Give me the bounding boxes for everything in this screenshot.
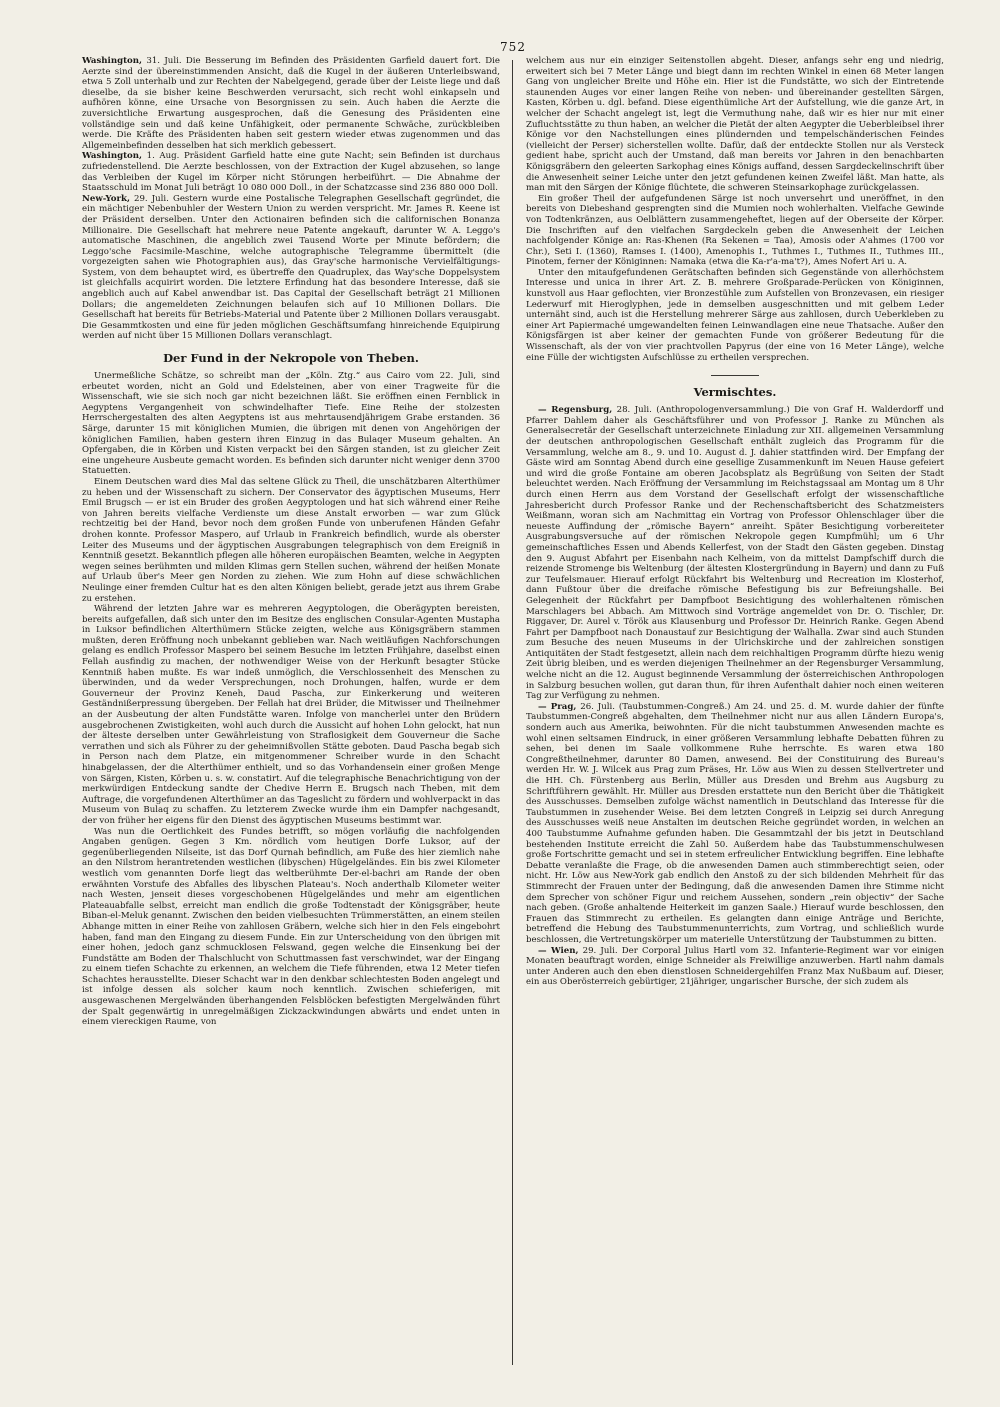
news-item-new-york — [82, 194, 500, 342]
dateline: — Regensburg, — [538, 405, 613, 416]
misc-item-regensburg — [526, 405, 944, 702]
dateline: New-York, — [82, 193, 130, 204]
left-column — [82, 56, 500, 1028]
article-paragraph: Was nun die Oertlichkeit des Fundes betrifft, so mögen vorläufig die nachfolgenden Angaben genügen. Gegen 3 Km. nördlich vom heutigen Dorfe Luksor, auf der gegenüberliegenden Nilseite, ist das Dorf Qurnah befindlich, am Fuße des hier ziemlich nahe an den Nilstrom herantretenden westlichen (libyschen) Hügelgeländes. Ein bis zwei Kilometer westlich vom genannten Dorfe liegt das weltberühmte Der-el-bachri am Rande der oben erwähnten Vorstufe des Abfalles des libyschen Plateau's. Noch anderthalb Kilometer weiter nach Westen, jenseit dieses vorgeschobenen Hügelgeländes und mehr am eigentlichen Plateauabfalle selbst, erreicht man endlich die große Todtenstadt der Königsgräber, heute Biban-el-Meluk genannt. Zwischen den beiden vielbesuchten Trümmerstätten, an einem steilen Abhange mitten in einer Reihe von zahllosen Gräbern, welche sich hier in den Fels eingebohrt haben, fand man den Eingang zu diesem Funde. Ein zur Unterscheidung von den übrigen mit einer hohen, jedoch ganz schmucklosen Felswand, gegen welche die Einsenkung bei der Fundstätte am Boden der Thalschlucht von Schuttmassen fast verschwindet, war der Eingang zu einem tiefen Schachte zu erkennen, an welchem die Tiefe führenden, etwa 12 Meter tiefen Schachtes herausstellte. Dieser Schacht war in den denkbar schlechtesten Boden angelegt und ist infolge dessen als solcher kaum noch kenntlich. Zwischen schieferigen, mit ausgewaschenen Mergelwänden überhangenden Felsblöcken befestigten Mergelwänden führt der Spalt gegenwärtig in unregelmäßigen Zickzackwindungen abwärts und endet unten in einem viereckigen Raume, von — [82, 826, 500, 1028]
article-paragraph: Einem Deutschen ward dies Mal das seltene Glück zu Theil, die unschätzbaren Alterthümer zu heben und der Wissenschaft zu sichern. Der Conservator des ägyptischen Museums, Herr Emil Brugsch — er ist ein Bruder des großen Aegyptologen und hat sich während einer Reihe von Jahren bereits vielfache Verdienste um diese Anstalt erworben — war zum Glück rechtzeitig bei der Hand, bevor noch dem großen Funde von unberufenen Händen Gefahr drohen konnte. Professor Maspero, auf Urlaub in Frankreich befindlich, wurde als oberster Leiter des Museums und der ägyptischen Ausgrabungen telegraphisch von dem Ereigniß in Kenntniß gesetzt. Bekanntlich pflegen alle höheren europäischen Beamten, welche in Aegypten wegen seines berühmten und milden Klimas gern Stellen suchen, während der heißen Monate auf Urlaub über's Meer gen Norden zu ziehen. Wie zum Hohn auf diese schwächlichen Neulinge einer fremden Cultur hat es den alten Königen beliebt, gerade jetzt aus ihrem Grabe zu erstehen. — [82, 476, 500, 604]
misc-text: 28. Juli. (Anthropologenversammlung.) Die von Graf H. Walderdorff und Pfarrer Dahlem daher als Geschäftsführer und von Professor J. Ranke zu München als Generalsecretär der Gesellschaft unterzeichnete Einladung zur XII. allgemeinen Versammlung der deutschen anthropologischen Gesellschaft enthält zugleich das Programm für die Versammlung, welche am 8., 9. und 10. August d. J. dahier stattfinden wird. Der Empfang der Gäste wird am Sonntag Abend durch eine gesellige Zusammenkunft im Neuen Hause gefeiert und wird die große Fontaine am oberen Jacobsplatz als Begrüßung von Seiten der Stadt beleuchtet werden. Nach Eröffnung der Versammlung im Reichstagssaal am Montag um 8 Uhr durch einen Herrn aus dem Vorstand der Gesellschaft erfolgt der wissenschaftliche Jahresbericht durch Professor Ranke und der Rechenschaftsbericht des Schatzmeisters Weißmann, woran sich am Nachmittag ein Vortrag von Professor Ohlenschlager über die neueste Auffindung der „römische Bayern“ anreiht. Später Besichtigung vorbereiteter Ausgrabungsversuche auf der römischen Nekropole gegen Kumpfmühl; um 6 Uhr gemeinschaftliches Essen und Abends Kellerfest, von der Stadt den Gästen gegeben. Dinstag den 9. August Abfahrt per Eisenbahn nach Kelheim, von da mittelst Dampfschiff durch die reizende Stromenge bis Weltenburg (der ältesten Klostergründung in Bayern) und dann zu Fuß zur Teufelsmauer. Hierauf erfolgt Rückfahrt bis Weltenburg und Recreation im Klosterhof, dann Fußtour über die dreifache römische Befestigung bis zur Befreiungshalle. Bei Gelegenheit der Rückfahrt per Dampfboot Besichtigung des wohlerhaltenen römischen Marschlagers bei Abbach. Am Mittwoch sind Vorträge angemeldet von Dr. O. Tischler, Dr. Riggaver, Dr. Aurel v. Török aus Klausenburg und Professor Dr. Heinrich Ranke. Gegen Abend Fahrt per Dampfboot nach Donaustauf zur Besichtigung der Walhalla. Zwar sind auch Stunden zum Besuche des neuen Museums in der Ulrichskirche und der zahlreichen sonstigen Antiquitäten der Stadt festgesetzt, allein nach dem reichhaltigen Programm dürfte hiezu wenig Zeit übrig bleiben, und es werden diejenigen Theilnehmer an der Regensburger Versammlung, welche nicht an die 12. August beginnende Versammlung der österreichischen Anthropologen in Salzburg besuchen wollen, gut daran thun, für ihren Aufenthalt dahier noch einen weiteren Tag zur Verfügung zu nehmen. — [526, 405, 944, 702]
misc-text: 29. Juli. Der Corporal Julius Hartl vom 32. Infanterie-Regiment war vor einigen Monaten beauftragt worden, einige Schneider als Freiwillige anzuwerben. Hartl nahm damals unter Anderen auch den eben dienstlosen Schneidergehilfen Franz Max Nußbaum auf. Dieser, ein aus Oberösterreich gebürtiger, 21jähriger, ungarischer Bursche, der sich zudem als — [526, 945, 945, 988]
newspaper-page — [82, 36, 944, 1376]
misc-item-prag — [526, 702, 944, 946]
section-heading: Vermischtes. — [693, 385, 777, 400]
dateline: — Prag, — [538, 701, 577, 712]
article-paragraph: Unermeßliche Schätze, so schreibt man der „Köln. Ztg.“ aus Cairo vom 22. Juli, sind erbeutet worden, nicht an Gold und Edelsteinen, aber von einer Tragweite für die Wissenschaft, wie sie sich noch gar nicht bezeichnen läßt. Sie eröffnen einen Fernblick in Aegyptens Vergangenheit von schwindelhafter Tiefe. Eine Reihe der stolzesten Herrschergestalten des alten Aegyptens ist aus mehrtausendjährigem Grabe erstanden. 36 Särge, darunter 15 mit königlichen Mumien, die übrigen mit denen von Angehörigen der königlichen Familien, haben gestern ihren Einzug in das Bulaqer Museum gehalten. An Opfergaben, die in Körben und Kisten verpackt bei den Särgen standen, ist zu gleicher Zeit eine ungeheure Ausbeute gemacht worden. Es befinden sich darunter nicht weniger denn 3700 Statuetten. — [82, 371, 500, 477]
news-item-washington-2 — [82, 151, 500, 193]
section-divider — [711, 375, 759, 376]
column-divider — [512, 60, 513, 1365]
news-text: 29. Juli. Gestern wurde eine Postalische Telegraphen Gesellschaft gegründet, die ein mächtiger Nebenbuhler der Western Union zu werden verspricht. Mr. James R. Keene ist der Präsident derselben. Unter den Actionairen befinden sich die californischen Bonanza Millionaire. Die Gesellschaft hat mehrere neue Patente angekauft, darunter W. A. Leggo's automatische Maschinen, die angeblich zwei Tausend Worte per Minute befördern; die Leggo'sche Facsimile-Maschine, welche autographische Telegramme übermittelt (die vorgezeigten sahen wie Photographien aus), das Gray'sche harmonische Vervielfältigungs-System, von dem behauptet wird, es übertreffe den Quadruplex, das Way'sche Doppelsystem ist gleichfalls acquirirt worden. Die letztere Erfindung hat das besondere Interesse, daß sie angeblich auch auf Kabel anwendbar ist. Das Capital der Gesellschaft beträgt 21 Millionen Dollars; die angemeldeten Zeichnungen belaufen sich auf 10 Millionen Dollars. Die Gesellschaft hat bereits für Betriebs-Material und Patente über 2 Millionen Dollars verausgabt. Die Gesammtkosten und eine für jeden möglichen Geschäftsumfang hinreichende Equipirung werden auf nicht über 15 Millionen Dollars veranschlagt. — [82, 193, 500, 342]
article-paragraph: Während der letzten Jahre war es mehreren Aegyptologen, die Oberägypten bereisten, bereits aufgefallen, daß sich unter den im Besitze des englischen Consular-Agenten Mustapha in Luksor befindlichen Alterthümern Stücke zeigten, welche aus Königsgräbern stammen mußten, deren Eröffnung noch unbekannt geblieben war. Nach weitläufigen Nachforschungen gelang es endlich Professor Maspero bei seinem Besuche im letzten Frühjahre, daselbst einen Fellah ausfindig zu machen, der nothwendiger Weise von der Herkunft besagter Stücke Kenntniß haben mußte. Es war indeß unmöglich, die Verschlossenheit des Menschen zu überwinden, und da weder Versprechungen, noch Drohungen, halfen, wurde er dem Gouverneur der Provinz Keneh, Daud Pascha, zur Einkerkerung und weiteren Geständnißerpressung übergeben. Der Fellah hat drei Brüder, die Mitwisser und Theilnehmer an der Ausbeutung der alten Fundstätte waren. Infolge von mancherlei unter den Brüdern ausgebrochenen Zwistigkeiten, wohl auch durch die Aussicht auf hohen Lohn gelockt, hat nun der älteste derselben unter Gewährleistung von Straflosigkeit dem Gouverneur die Sache verrathen und sich als Führer zu der geheimnißvollen Stätte geboten. Daud Pascha begab sich in Person nach dem Platze, ein mitgenommener Schreiber wurde in den Schacht hinabgelassen, der die Alterthümer enthielt, und so das Vorhandensein einer großen Menge von Särgen, Kisten, Körben u. s. w. constatirt. Auf die telegraphische Benachrichtigung von der merkwürdigen Entdeckung sandte der Chedive Herrn E. Brugsch nach Theben, mit dem Auftrage, die vorgefundenen Alterthümer an das Tageslicht zu fördern und wohlverpackt in das Museum von Bulaq zu schaffen. Zu letzterem Zwecke wurde ihm ein Dampfer nachgesandt, der von früher her eigens für den Dienst des ägyptischen Museums bestimmt war. — [82, 604, 501, 826]
news-item-washington-1 — [82, 56, 500, 151]
article-paragraph: Ein großer Theil der aufgefundenen Särge ist noch unversehrt und uneröffnet, in den bereits von Diebeshand gesprengten sind die Mumien noch wohlerhalten. Vielfache Gewinde von Todtenkränzen, aus Oelblättern zusammengeheftet, liegen auf der Oberseite der Körper. Die Inschriften auf den vielfachen Sargdeckeln geben die Anwesenheit der Leichen nachfolgender Könige an: Ras-Khenen (Ra Sekenen = Taa), Amosis oder A'ahmes (1700 vor Chr.), Seti I. (1360), Ramses I. (1400), Amenophis I., Tuthmes I., Tuthmes II., Tuthmes III., Pinotem, ferner der Königinnen: Namaka (etwa die Ka-r'a-ma't?), Ames Nofert Ari u. A. — [526, 193, 944, 268]
right-column — [526, 56, 944, 988]
news-text: 31. Juli. Die Besserung im Befinden des Präsidenten Garfield dauert fort. Die Aerzte sind der übereinstimmenden Ansicht, daß die Kugel in der äußeren Unterleibswand, etwa 5 Zoll unterhalb und zur Rechten der Nabelgegend, gerade über der Leiste liege und daß dieselbe, da sie bisher keine Beschwerden verursacht, sich recht wohl einkapseln und aufhören könne, eine Ursache von Besorgnissen zu sein. Auch haben die Aerzte die zuversichtliche Erwartung ausgesprochen, daß die Genesung des Präsidenten eine vollständige sein und daß keine Unfähigkeit, oder permanente Schwäche, zurückbleiben werde. Die Kräfte des Präsidenten haben seit gestern wieder etwas zugenommen und das Allgemeinbefinden desselben hat sich merklich gebessert. — [82, 56, 500, 151]
dateline: Washington, — [82, 151, 143, 162]
article-paragraph: Unter den mitaufgefundenen Gerätschaften befinden sich Gegenstände von allerhöchstem Interesse und unica in ihrer Art. Z. B. mehrere Großparade-Perücken von Königinnen, kunstvoll aus Haar geflochten, vier Bronzestühle zum Aufstellen von Bronzevasen, ein riesiger Lederwurf mit Hieroglyphen, jede in demselben ausgeschnitten und mit gelbem Leder unternäht sind, auch ist die Herstellung mehrerer Särge aus zahllosen, durch Ueberkleben zu einer Art Papiermaché umgewandelten feinen Leinwandlagen eine neue Thatsache. Außer den Königsfärgen ist aber keiner der gemachten Funde von größerer Bedeutung für die Wissenschaft, als der von vier prachtvollen Papyrus (der eine von 16 Meter Länge), welche eine Fülle der wichtigsten Aufschlüsse zu ertheilen versprechen. — [526, 267, 944, 363]
misc-item-wien — [526, 946, 944, 988]
misc-text: 26. Juli. (Taubstummen-Congreß.) Am 24. und 25. d. M. wurde dahier der fünfte Taubstummen-Congreß abgehalten, dem Theilnehmer nicht nur aus allen Ländern Europa's, sondern auch aus Amerika, beiwohnten. Für die nicht taubstummen Anwesenden machte es wohl einen seltsamen Eindruck, in einer größeren Versammlung lebhafte Debatten führen zu sehen, bei denen im Saale vollkommene Ruhe herrschte. Es waren etwa 180 Congreßtheilnehmer, darunter 80 Damen, anwesend. Bei der Constituirung des Bureau's werden Hr. W. J. Wilcek aus Prag zum Präses, Hr. Löw aus Wien zu dessen Stellvertreter und die HH. Ch. Fürstenberg aus Berlin, Müller aus Dresden und Brehm aus Augsburg zu Schriftführern gewählt. Hr. Müller aus Dresden erstattete nun den Bericht über die Thätigkeit des Ausschusses. Demselben zufolge wächst namentlich in Deutschland das Interesse für die Taubstummen in zusehender Weise. Bei dem letzten Congreß in Leipzig sei durch Anregung des Ausschusses weiß neue Anstalten im deutschen Reiche gegründet worden, in welchen an 400 Taubstumme Aufnahme gefunden haben. Die Gesammtzahl der bis jetzt in Deutschland bestehenden Institute erreicht die Zahl 50. Außerdem habe das Taubstummenschulwesen große Fortschritte gemacht und sei in stetem erfreulicher Entwicklung begriffen. Eine lebhafte Debatte veranlaßte die Frage, ob die anwesenden Damen auch stimmberechtigt seien, oder nicht. Hr. Löw aus New-York gab endlich den Anstoß zu der sich bildenden Mehrheit für das Stimmrecht der Frauen unter der Bedingung, daß die anwesenden Damen ihre Stimme nicht dem Sprecher von schöner Figur und reichem Aussehen, sondern „rein objectiv“ der Sache nach geben. (Große anhaltende Heiterkeit im ganzen Saale.) Hierauf wurde beschlossen, den Frauen das Stimmrecht zu ertheilen. Es gelangten dann einige Anträge und Berichte, betreffend die Hebung des Taubstummenunterrichts, zum Vortrag, und schließlich wurde beschlossen, die Vertretungskörper um materielle Unterstützung der Taubstummen zu bitten. — [526, 701, 944, 945]
news-text: 1. Aug. Präsident Garfield hatte eine gute Nacht; sein Befinden ist durchaus zufriedenstellend. Die Aerzte beschlossen, von der Extraction der Kugel abzusehen, so lange das Verbleiben der Kugel im Körper nicht Störungen herbeiführt. — Die Abnahme der Staatsschuld im Monat Juli beträgt 10 080 000 Doll., in der Schatzcasse sind 236 880 000 Doll. — [82, 151, 500, 194]
dateline: — Wien, — [538, 945, 579, 956]
dateline: Washington, — [82, 56, 143, 66]
page-number: 752 — [500, 40, 526, 54]
article-heading: Der Fund in der Nekropole von Theben. — [163, 351, 419, 366]
article-continuation: welchem aus nur ein einziger Seitenstollen abgeht. Dieser, anfangs sehr eng und niedrig, erweitert sich bei 7 Meter Länge und biegt dann im rechten Winkel in einen 68 Meter langen Gang von ungleicher Breite und Höhe ein. Hier ist die Fundstätte, wo sich der Eintretende staunenden Auges vor einer langen Reihe von neben- und übereinander gestellten Särgen, Kasten, Körben u. dgl. befand. Diese eigenthümliche Art der Aufstellung, wie die ganze Art, in welcher der Schacht angelegt ist, legt die Vermuthung nahe, daß wir es hier nur mit einer Zufluchtsstätte zu thun haben, an welcher die Pietät der alten Aegypter die Ueberbleibsel ihrer Könige vor den Nachstellungen eines plündernden und tempelschänderischen Feindes (vielleicht der Perser) sicherstellen wollte. Dafür, daß der entdeckte Stollen nur als Versteck gedient habe, spricht auch der Umstand, daß man bereits vor Jahren in den benachbarten Königsgräbern den geleerten Sarkophag eines Königs auffand, dessen Sargdeckelinschrift über die Anwesenheit seiner Leiche unter den jetzt gefundenen keinen Zweifel läßt. Man hatte, als man mit den Särgen der Könige flüchtete, die schweren Steinsarkophage zurückgelassen. — [526, 56, 945, 194]
